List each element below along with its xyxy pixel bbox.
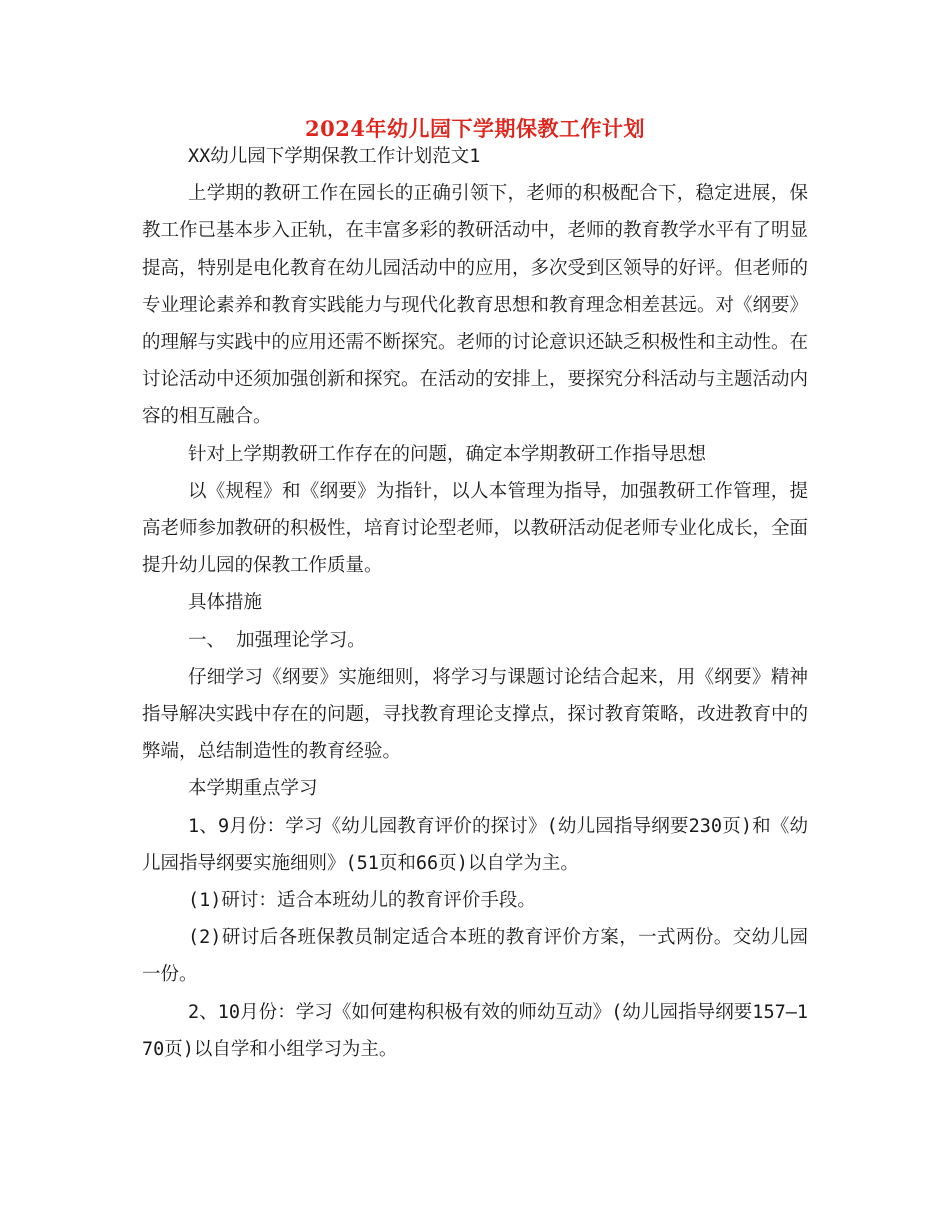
- list-item: (1)研讨：适合本班幼儿的教育评价手段。: [188, 890, 536, 912]
- section-heading: 本学期重点学习: [188, 778, 318, 800]
- document-body: [142, 138, 808, 1068]
- section-heading: 具体措施: [188, 592, 263, 614]
- document-title: 2024年幼儿园下学期保教工作计划: [305, 116, 645, 141]
- paragraph-subtitle: XX幼儿园下学期保教工作计划范文1: [188, 146, 481, 167]
- paragraph: 针对上学期教研工作存在的问题，确定本学期教研工作指导思想: [188, 443, 707, 465]
- list-item: 2、10月份：学习《如何建构积极有效的师幼互动》(幼儿园指导纲要157—170页)以自学和小组学习为主。: [142, 1001, 808, 1060]
- paragraph: 以《规程》和《纲要》为指针，以人本管理为指导，加强教研工作管理，提高老师参加教研的积极性，培育讨论型老师，以教研活动促老师专业化成长，全面提升幼儿园的保教工作质量。: [142, 480, 809, 577]
- section-heading: 一、 加强理论学习。: [188, 629, 366, 651]
- list-item: (2)研讨后各班保教员制定适合本班的教育评价方案，一式两份。交幼儿园一份。: [142, 927, 808, 986]
- paragraph: 上学期的教研工作在园长的正确引领下，老师的积极配合下，稳定进展，保教工作已基本步入正轨，在丰富多彩的教研活动中，老师的教育教学水平有了明显提高，特别是电化教育在幼儿园活动中的应用，多次受到区领导的好评。但老师的专业理论素养和教育实践能力与现代化教育思想和教育理念相差甚远。对《纲要》的理解与实践中的应用还需不断探究。老师的讨论意识还缺乏积极性和主动性。在讨论活动中还须加强创新和探究。在活动的安排上，要探究分科活动与主题活动内容的相互融合。: [142, 183, 809, 428]
- list-item: 1、9月份：学习《幼儿园教育评价的探讨》(幼儿园指导纲要230页)和《幼儿园指导纲要实施细则》(51页和66页)以自学为主。: [142, 815, 808, 874]
- paragraph: 仔细学习《纲要》实施细则，将学习与课题讨论结合起来，用《纲要》精神指导解决实践中存在的问题，寻找教育理论支撑点，探讨教育策略，改进教育中的弊端，总结制造性的教育经验。: [142, 666, 809, 763]
